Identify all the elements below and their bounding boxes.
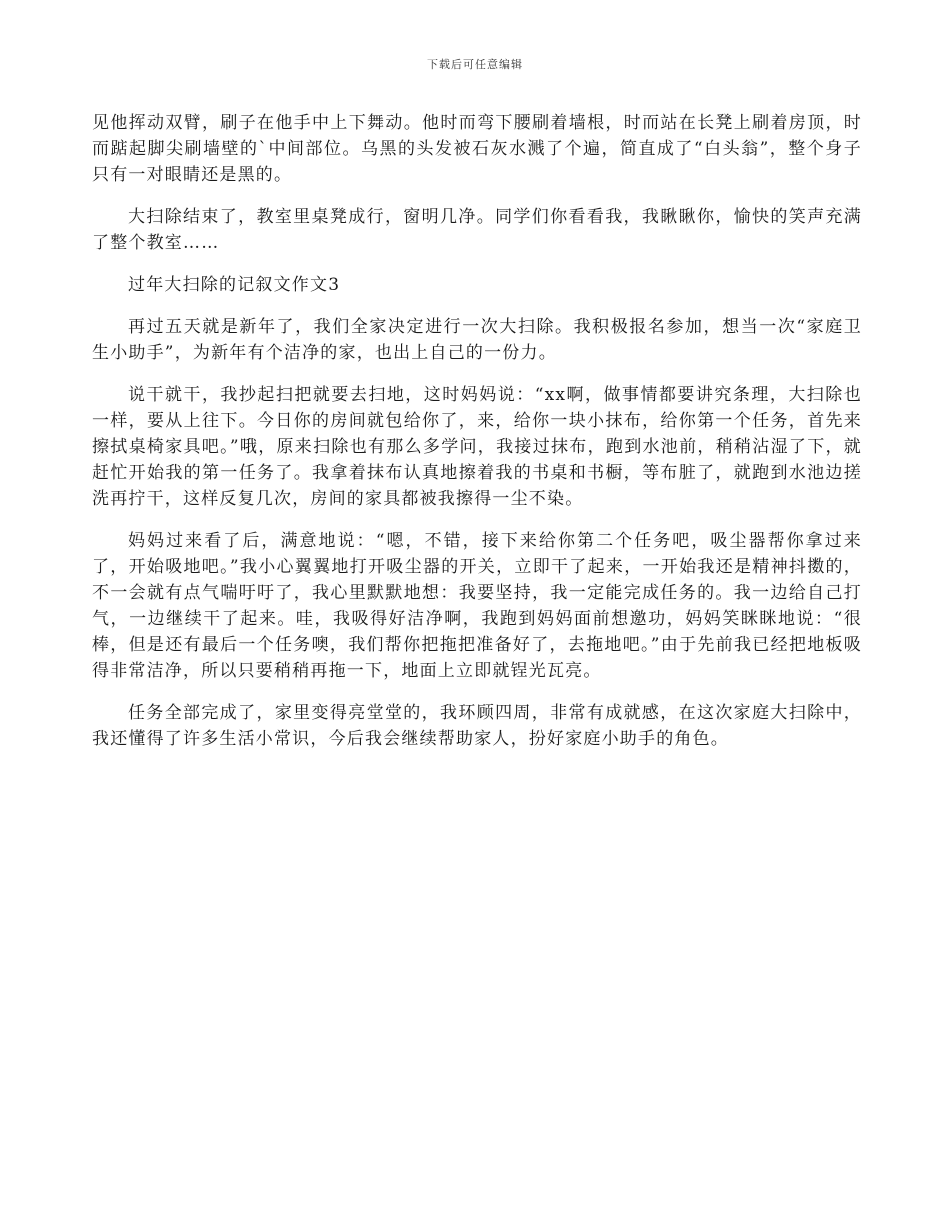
paragraph-2: 大扫除结束了，教室里桌凳成行，窗明几净。同学们你看看我，我瞅瞅你，愉快的笑声充满了整个教室…… <box>92 207 862 253</box>
document-body <box>92 110 862 768</box>
page-header: 下载后可任意编辑 <box>427 58 523 71</box>
paragraph-4: 说干就干，我抄起扫把就要去扫地，这时妈妈说：“xx啊，做事情都要讲究条理，大扫除也一样，要从上往下。今日你的房间就包给你了，来，给你一块小抹布，给你第一个任务，首先来擦拭桌椅家具吧。”哦，原来扫除也有那么多学问，我接过抹布，跑到水池前，稍稍沾湿了下，就赶忙开始我的第一任务了。我拿着抹布认真地擦着我的书桌和书橱，等布脏了，就跑到水池边搓洗再拧干，这样反复几次，房间的家具都被我擦得一尘不染。 <box>92 385 862 509</box>
paragraph-3: 再过五天就是新年了，我们全家决定进行一次大扫除。我积极报名参加，想当一次“家庭卫生小助手”，为新年有个洁净的家，也出上自己的一份力。 <box>92 317 862 363</box>
paragraph-6: 任务全部完成了，家里变得亮堂堂的，我环顾四周，非常有成就感，在这次家庭大扫除中，我还懂得了许多生活小常识，今后我会继续帮助家人，扮好家庭小助手的角色。 <box>92 703 862 749</box>
section-heading: 过年大扫除的记叙文作文3 <box>128 275 341 295</box>
paragraph-5: 妈妈过来看了后，满意地说：“嗯，不错，接下来给你第二个任务吧，吸尘器帮你拿过来了，开始吸地吧。”我小心翼翼地打开吸尘器的开关，立即干了起来，一开始我还是精神抖擞的，不一会就有点气喘吁吁了，我心里默默地想：我要坚持，我一定能完成任务的。我一边给自己打气，一边继续干了起来。哇，我吸得好洁净啊，我跑到妈妈面前想邀功，妈妈笑眯眯地说：“很棒，但是还有最后一个任务噢，我们帮你把拖把准备好了，去拖地吧。”由于先前我已经把地板吸得非常洁净，所以只要稍稍再拖一下，地面上立即就锃光瓦亮。 <box>92 531 862 681</box>
paragraph-1: 见他挥动双臂，刷子在他手中上下舞动。他时而弯下腰刷着墙根，时而站在长凳上刷着房顶，时而踮起脚尖刷墙壁的`中间部位。乌黑的头发被石灰水溅了个遍，简直成了“白头翁”，整个身子只有一对眼睛还是黑的。 <box>92 113 862 185</box>
